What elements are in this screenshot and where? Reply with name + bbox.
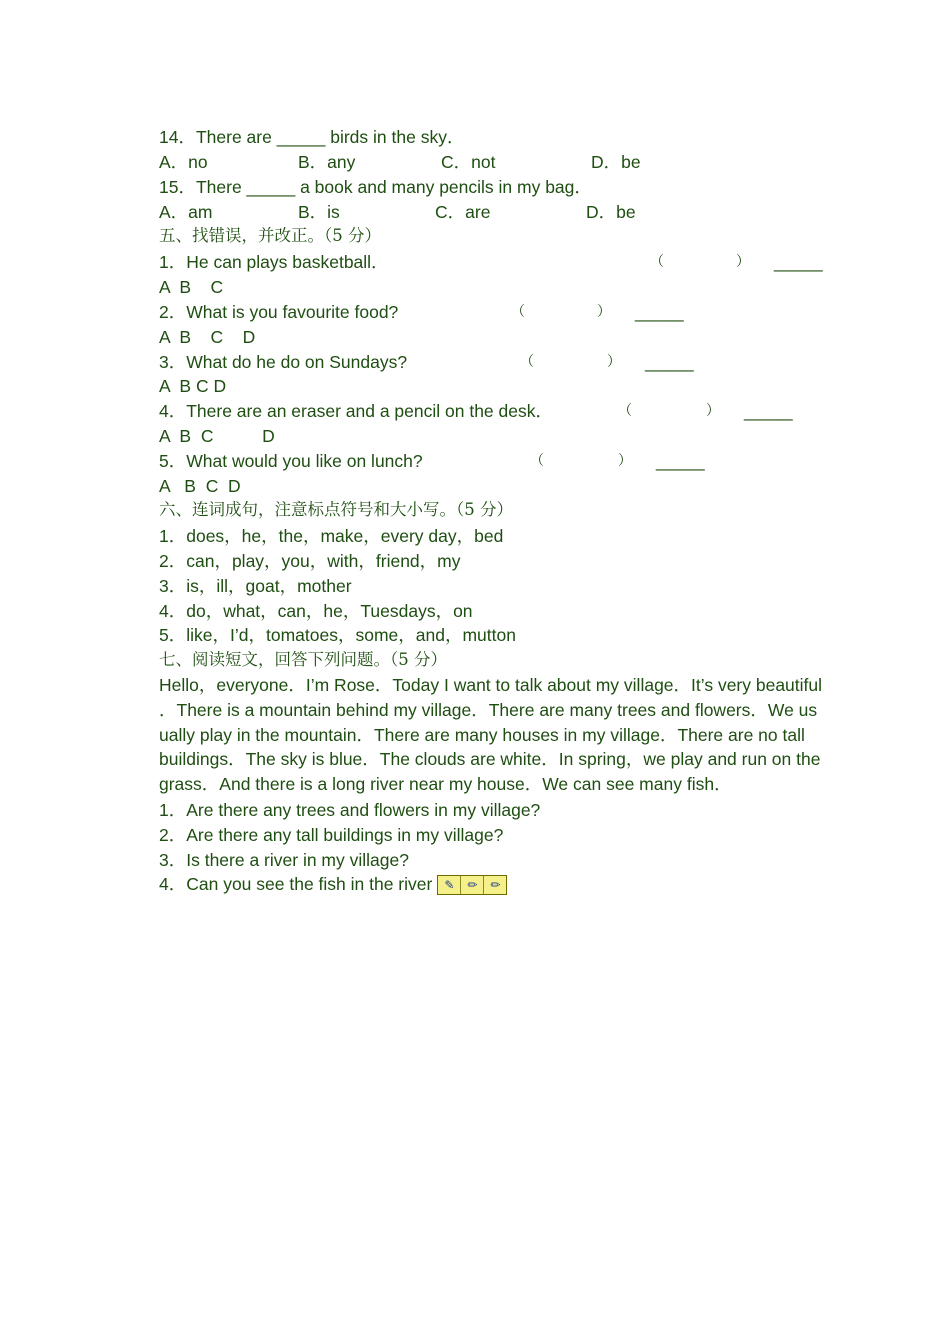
q15-option-b: B．is <box>298 202 340 222</box>
word-order-item: 3．is，ill，goat，mother <box>159 576 352 596</box>
correction-blank[interactable]: _____ <box>635 302 684 322</box>
passage-line: ．There is a mountain behind my village．There are many trees and flowers．We us <box>159 699 818 720</box>
answer-paren-close: ） <box>597 304 611 320</box>
answer-paren-close: ） <box>736 254 750 270</box>
word-order-item: 2．can，play，you，with，friend，my <box>159 551 461 571</box>
passage-line: Hello，everyone．I’m Rose．Today I want to talk about my village．It’s very beautiful <box>159 675 823 695</box>
pencil-icon: ✏ <box>490 878 501 893</box>
answer-paren-open: （ <box>650 254 664 270</box>
q15-option-d: D．be <box>586 202 636 222</box>
section-5-heading: 五、找错误，并改正。（5 分） <box>159 226 381 245</box>
reading-passage <box>159 673 864 797</box>
passage-line: ually play in the mountain．There are many houses in my village．There are no tall <box>159 724 805 745</box>
section-6-heading: 六、连词成句，注意标点符号和大小写。（5 分） <box>159 500 513 519</box>
correction-blank[interactable]: _____ <box>774 252 823 272</box>
error-item-2-letters: A B C D <box>159 327 256 347</box>
error-item-1: 1．He can plays basketball． <box>159 252 389 272</box>
reading-question: 3．Is there a river in my village? <box>159 850 409 870</box>
reading-question: 4．Can you see the fish in the river <box>159 874 433 894</box>
word-order-item: 5．like，I’d，tomatoes，some，and，mutton <box>159 625 516 645</box>
answer-paren-open: （ <box>618 403 632 419</box>
word-order-item: 1．does，he，the，make，every day，bed <box>159 526 504 546</box>
q14-option-c: C．not <box>441 152 496 172</box>
error-item-5-letters: A B C D <box>159 476 241 496</box>
answer-paren-open: （ <box>530 453 544 469</box>
pen-icon: ✎ <box>438 876 461 894</box>
question-15: 15．There _____ a book and many pencils in my bag． <box>159 177 592 197</box>
error-item-4-letters: A B C D <box>159 426 275 446</box>
pencil-icon: ✏ <box>461 876 484 894</box>
error-item-3: 3．What do he do on Sundays? <box>159 352 408 372</box>
passage-line: buildings．The sky is blue．The clouds are white．In spring，we play and run on the <box>159 749 821 770</box>
answer-paren-close: ） <box>618 453 632 469</box>
passage-line: grass．And there is a long river near my house．We can see many fish． <box>159 774 732 795</box>
error-item-4: 4．There are an eraser and a pencil on the desk． <box>159 401 553 421</box>
answer-paren-open: （ <box>520 354 534 370</box>
reading-question: 1．Are there any trees and flowers in my village? <box>159 800 541 820</box>
error-item-1-letters: A B C <box>159 277 224 297</box>
q14-option-a: A．no <box>159 152 208 172</box>
section-7-heading: 七、阅读短文，回答下列问题。（5 分） <box>159 650 447 669</box>
error-item-2: 2．What is you favourite food? <box>159 302 399 322</box>
answer-paren-close: ） <box>607 354 621 370</box>
q14-option-d: D．be <box>591 152 641 172</box>
answer-paren-close: ） <box>706 403 720 419</box>
error-item-5: 5．What would you like on lunch? <box>159 451 423 471</box>
reading-question-4-row <box>159 872 507 896</box>
q15-option-a: A．am <box>159 202 213 222</box>
reading-question: 2．Are there any tall buildings in my village? <box>159 825 504 845</box>
error-item-3-letters: A B C D <box>159 376 227 396</box>
question-14: 14．There are _____ birds in the sky． <box>159 127 465 147</box>
word-order-item: 4．do，what，can，he，Tuesdays，on <box>159 601 473 621</box>
correction-blank[interactable]: _____ <box>656 451 705 471</box>
embedded-icon-strip <box>437 875 507 895</box>
q15-option-c: C．are <box>435 202 491 222</box>
correction-blank[interactable]: _____ <box>645 352 694 372</box>
q14-option-b: B．any <box>298 152 356 172</box>
correction-blank[interactable]: _____ <box>744 401 793 421</box>
answer-paren-open: （ <box>511 304 525 320</box>
